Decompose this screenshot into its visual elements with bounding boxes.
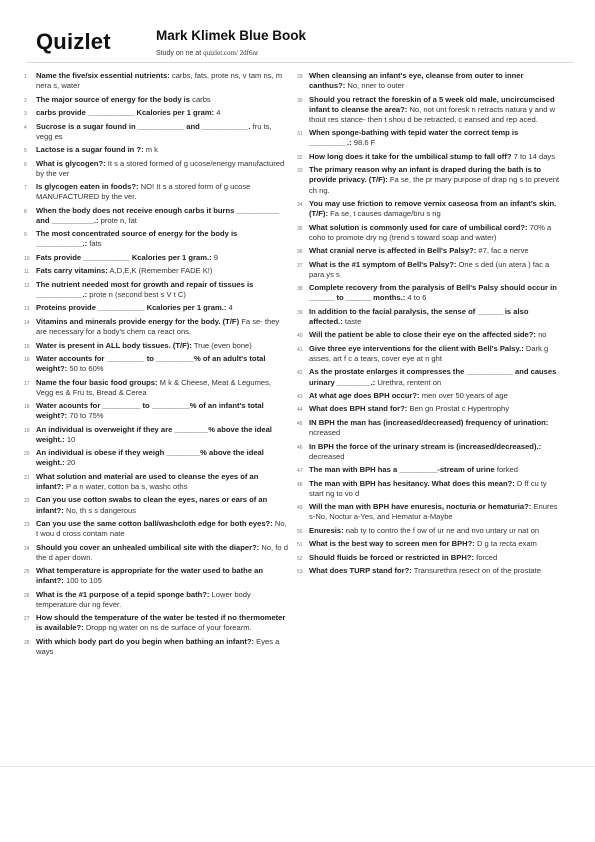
question-text: What is the best way to screen men for BPH?: — [309, 539, 475, 549]
item-number: 1 — [24, 74, 27, 80]
question-text: Is glycogen eaten in foods?: — [36, 182, 139, 192]
answer-text: 98.6 F — [353, 138, 376, 148]
study-online-line — [156, 49, 258, 57]
answer-text: 70% a coho to promote dry ng (trend s toward soap and water) — [309, 222, 552, 242]
question-text: Can you use cotton swabs to clean the eyes, nares or ears of an infant?: — [36, 495, 268, 515]
answer-text: Enures s-No, Noctur a-Yes, and Hematur a-Maybe — [309, 502, 558, 522]
flashcard-item — [24, 566, 288, 586]
page-header — [26, 22, 574, 63]
flashcard-item — [297, 223, 561, 243]
answer-text: True (even bone) — [193, 340, 252, 350]
item-number: 14 — [24, 319, 30, 326]
item-number: 47 — [297, 468, 303, 475]
question-text: The most concentrated source of energy for the body is ___________.: — [36, 229, 238, 249]
flashcard-item — [24, 71, 288, 91]
item-number: 3 — [24, 111, 27, 118]
question-text: When sponge-bathing with tepid water the correct temp is _________.: — [309, 128, 519, 148]
question-text: Will the man with BPH have enuresis, nocturia or hematuria?: — [309, 502, 532, 512]
flashcard-item — [297, 344, 561, 364]
item-number: 51 — [297, 542, 303, 549]
flashcard-item — [297, 95, 561, 125]
item-number: 7 — [24, 185, 27, 192]
item-number: 35 — [297, 225, 303, 232]
flashcard-item — [24, 590, 288, 610]
item-number: 11 — [24, 269, 30, 276]
question-text: What does TURP stand for?: — [309, 566, 412, 576]
question-text: What is glycogen?: — [36, 158, 106, 168]
question-text: The primary reason why an infant is draped during the bath is to provide privacy. (T/F): — [309, 165, 542, 185]
question-text: The man with BPH has hesitancy. What does this mean?: — [309, 478, 515, 488]
flashcard-item — [297, 479, 561, 499]
flashcard-item — [24, 159, 288, 179]
question-text: Enuresis: — [309, 525, 344, 535]
item-number: 19 — [24, 427, 30, 434]
question-text: Name the four basic food groups: — [36, 377, 158, 387]
question-text: Should fluids be forced or restricted in BPH?: — [309, 552, 474, 562]
question-text: What is the #1 purpose of a tepid sponge bath?: — [36, 589, 210, 599]
item-number: 46 — [297, 444, 303, 451]
flashcard-item — [24, 341, 288, 351]
question-text: What does BPH stand for?: — [309, 404, 408, 414]
question-text: You may use friction to remove vernix caseosa from an infant's skin. (T/F): — [309, 198, 557, 219]
flashcard-item — [24, 122, 288, 142]
item-number: 23 — [24, 522, 30, 529]
item-number: 33 — [297, 168, 303, 175]
question-text: What cranial nerve is affected in Bell's Palsy?: — [309, 246, 477, 256]
answer-text: One s ded (un atera ) fac a para ys s — [309, 259, 550, 279]
flashcard-item — [24, 317, 288, 337]
item-number: 22 — [24, 498, 30, 505]
item-number: 12 — [24, 282, 30, 289]
answer-text: No, not unt foresk n retracts natura y and w thout res stance- then t shou d be retracted, c eansed and rep aced. — [309, 104, 556, 124]
flashcard-item — [297, 418, 561, 438]
question-text: Sucrose is a sugar found in ___________ and ___________. — [36, 121, 251, 131]
item-number: 28 — [24, 639, 30, 646]
flashcard-item — [297, 128, 561, 148]
answer-text: carbs — [192, 94, 211, 104]
answer-text: 20 — [66, 458, 76, 468]
answer-text: No, t wou d cross contam nate — [36, 519, 287, 539]
flashcard-item — [24, 108, 288, 118]
question-text: The major source of energy for the body is — [36, 94, 191, 104]
answer-text: Fa se, the pr mary purpose of drap ng s to prevent ch ng. — [309, 175, 560, 195]
answer-text: Ben gn Prostat c Hypertrophy — [409, 404, 510, 414]
question-text: carbs provide ___________ Kcalories per 1 gram: — [36, 108, 215, 118]
answer-text: no — [538, 330, 547, 340]
item-number: 25 — [24, 569, 30, 576]
item-number: 20 — [24, 451, 30, 458]
item-number: 42 — [297, 370, 303, 377]
flashcard-item — [24, 280, 288, 300]
item-number: 31 — [297, 131, 303, 138]
question-text: In BPH the force of the urinary stream is (increased/decreased).: — [309, 441, 542, 451]
item-number: 21 — [24, 474, 30, 481]
answer-text: No, th s s dangerous — [65, 505, 137, 515]
question-text: Fats carry vitamins: — [36, 266, 108, 276]
flashcard-item — [24, 354, 288, 374]
item-number: 32 — [297, 154, 303, 161]
answer-text: 100 to 105 — [65, 576, 102, 586]
item-number: 26 — [24, 592, 30, 599]
flashcard-item — [297, 502, 561, 522]
answer-text: men over 50 years of age — [421, 391, 508, 400]
answer-text: fats — [89, 239, 102, 249]
answer-text: taste — [344, 316, 362, 326]
item-number: 44 — [297, 407, 303, 414]
answer-text: prote n (second best s V t C) — [89, 289, 186, 299]
question-text: The nutrient needed most for growth and repair of tissues is ___________.: — [36, 279, 254, 299]
question-text: When the body does not receive enough carbs it burns __________ and __________.: — [36, 205, 279, 225]
answer-text: prote n, fat — [100, 215, 137, 225]
question-text: Name the five/six essential nutrients: — [36, 71, 170, 80]
question-text: IN BPH the man has (increased/decreased) frequency of urination: — [309, 417, 549, 427]
item-number: 37 — [297, 262, 303, 269]
flashcard-item — [297, 199, 561, 219]
question-text: Can you use the same cotton ball/washcloth edge for both eyes?: — [36, 519, 273, 529]
flashcard-item — [297, 246, 561, 256]
flashcard-item — [297, 307, 561, 327]
flashcard-item — [24, 401, 288, 421]
question-text: What is the #1 symptom of Bell's Palsy?: — [309, 259, 457, 269]
flashcard-item — [24, 253, 288, 263]
answer-text: Transurethra resect on of the prostate — [413, 566, 541, 576]
answer-text: Eyes a ways — [36, 636, 280, 657]
answer-text: No, fo d the d aper down. — [36, 542, 288, 562]
flashcard-item — [24, 613, 288, 633]
answer-text: No, nner to outer — [347, 81, 405, 91]
flashcard-item — [24, 425, 288, 445]
item-number: 10 — [24, 255, 30, 262]
flashcard-item — [297, 465, 561, 475]
answer-text: D g ta recta exam — [476, 539, 537, 549]
flashcard-item — [24, 145, 288, 155]
question-text: At what age does BPH occur?: — [309, 391, 420, 400]
question-text: The man with BPH has a _________-stream of urine — [309, 465, 495, 475]
answer-text: Dropp ng water on ns de surface of your forearm. — [85, 623, 252, 633]
flashcard-item — [24, 495, 288, 515]
left-column — [24, 71, 288, 661]
item-number: 43 — [297, 394, 303, 400]
flashcard-item — [297, 442, 561, 462]
item-number: 24 — [24, 545, 30, 552]
question-text: An individual is obese if they weigh ________% above the ideal weight.: — [36, 448, 264, 468]
item-number: 5 — [24, 148, 27, 155]
item-number: 30 — [297, 97, 303, 104]
question-text: Give three eye interventions for the client with Bell's Palsy.: — [309, 343, 524, 353]
answer-text: D ff cu ty start ng to vo d — [309, 478, 547, 498]
flashcard-item — [297, 165, 561, 195]
answer-text: #7, fac a nerve — [478, 246, 529, 256]
item-number: 9 — [24, 232, 27, 239]
question-text: With which body part do you begin when bathing an infant?: — [36, 636, 255, 646]
question-text: Vitamins and minerals provide energy for the body. (T/F) — [36, 316, 240, 326]
question-text: An individual is overweight if they are ________% above the ideal weight.: — [36, 424, 272, 444]
flashcard-item — [297, 526, 561, 536]
set-title: Mark Klimek Blue Book — [156, 28, 307, 43]
answer-text: ncreased — [309, 428, 341, 438]
question-text: What temperature is appropriate for the water used to bathe an infant?: — [36, 566, 264, 586]
answer-text: 10 — [66, 434, 76, 444]
answer-text: M k & Cheese, Meat & Legumes, Vegg es & Fru ts, Bread & Cerea — [36, 377, 272, 397]
question-text: As the prostate enlarges it compresses the ___________ and causes urinary ________.: — [309, 367, 557, 387]
flashcard-item — [24, 472, 288, 492]
flashcard-item — [297, 553, 561, 563]
flashcard-item — [24, 637, 288, 657]
flashcard-item — [24, 206, 288, 226]
question-text: Proteins provide ___________ Kcalories per 1 gram.: — [36, 303, 227, 313]
flashcard-item — [297, 330, 561, 340]
flashcard-item — [297, 283, 561, 303]
item-number: 52 — [297, 555, 303, 562]
answer-text: P a n water, cotton ba s, washc oths — [65, 482, 188, 491]
item-number: 40 — [297, 333, 303, 340]
quizlet-logo: Quizlet — [36, 29, 111, 54]
answer-text: 9 — [213, 252, 218, 262]
flashcard-item — [24, 229, 288, 249]
flashcard-item — [297, 391, 561, 401]
page-bottom-divider — [0, 766, 595, 767]
flashcard-item — [24, 182, 288, 202]
flashcard-item — [297, 566, 561, 576]
item-number: 15 — [24, 343, 30, 350]
item-number: 27 — [24, 616, 30, 623]
item-number: 18 — [24, 404, 30, 411]
flashcard-item — [297, 71, 561, 91]
item-number: 17 — [24, 380, 30, 387]
item-number: 4 — [24, 124, 27, 131]
answer-text: nab ty to contro the f ow of ur ne and nvo untary ur nat on — [345, 525, 540, 535]
question-text: What solution is commonly used for care of umbilical cord?: — [309, 222, 528, 232]
question-text: In addition to the facial paralysis, the sense of ______ is also affected.: — [309, 306, 529, 326]
item-number: 38 — [297, 286, 303, 293]
answer-text: decreased — [309, 451, 345, 461]
study-prefix: Study on ne at — [156, 50, 204, 57]
answer-text: Fa se- they are necessary for a body's chem ca react ons. — [36, 316, 280, 337]
question-text: Should you retract the foreskin of a 5 week old male, uncircumcised infant to cleanse the area?: — [309, 94, 555, 114]
question-text: What solution and material are used to cleanse the eyes of an infant?: — [36, 471, 259, 491]
answer-text: carbs, fats, prote ns, v tam ns, m nera s, water — [36, 71, 283, 91]
answer-text: 4 — [228, 303, 233, 313]
answer-text: forced — [476, 552, 498, 562]
flashcard-item — [24, 448, 288, 468]
flashcard-item — [24, 378, 288, 398]
study-url: quizlet.com/ 2df6nr — [203, 49, 259, 57]
answer-text: Dark g asses, art f c a tears, cover eye at n ght — [309, 343, 549, 363]
question-text: Water is present in ALL body tissues. (T/F): — [36, 340, 192, 350]
question-text: Will the patient be able to close their eye on the affected side?: — [309, 330, 536, 340]
answer-text: 50 to 60% — [69, 364, 104, 374]
question-text: Lactose is a sugar found in ?: — [36, 145, 144, 155]
flashcard-item — [297, 260, 561, 280]
question-text: Water acounts for _________ to _________% of an infant's total weight?: — [36, 401, 264, 421]
flashcard-item — [297, 367, 561, 387]
question-text: How should the temperature of the water be tested if no thermometer is available?: — [36, 613, 286, 633]
answer-text: Urethra, rentent on — [377, 377, 442, 387]
item-number: 36 — [297, 249, 303, 256]
item-number: 45 — [297, 420, 303, 427]
item-number: 6 — [24, 161, 27, 168]
flashcard-item — [297, 152, 561, 162]
answer-text: It s a stored formed of g ucose/energy manufactured by the ver — [36, 158, 285, 178]
answer-text: m k — [145, 145, 158, 155]
right-column — [297, 71, 561, 580]
answer-text: A,D,E,K (Remember FADE K!) — [109, 266, 213, 276]
flashcard-item — [297, 539, 561, 549]
answer-text: Lower body temperature dur ng fever. — [36, 589, 251, 609]
item-number: 16 — [24, 357, 30, 364]
answer-text: 4 to 6 — [407, 293, 427, 303]
item-number: 8 — [24, 208, 27, 215]
question-text: When cleansing an infant's eye, cleanse from outer to inner canthus?: — [309, 71, 524, 91]
answer-text: 7 to 14 days — [513, 151, 556, 161]
item-number: 53 — [297, 569, 303, 576]
question-text: How long does it take for the umbilical stump to fall off? — [309, 151, 512, 161]
item-number: 48 — [297, 481, 303, 488]
flashcard-item — [24, 95, 288, 105]
item-number: 50 — [297, 528, 303, 535]
answer-text: fru ts, vegg es — [36, 121, 272, 141]
question-text: Fats provide ___________ Kcalories per 1 gram.: — [36, 252, 212, 262]
flashcard-item — [297, 404, 561, 414]
item-number: 29 — [297, 74, 303, 80]
item-number: 2 — [24, 97, 27, 104]
question-text: Complete recovery from the paralysis of Bell's Palsy should occur in ______ to ______ months.: — [309, 283, 557, 303]
flashcard-item — [24, 266, 288, 276]
item-number: 34 — [297, 201, 303, 208]
answer-text: 70 to 75% — [69, 411, 104, 421]
answer-text: forked — [496, 465, 518, 475]
answer-text: Fa se, t causes damage/bru s ng — [330, 209, 441, 219]
item-number: 49 — [297, 505, 303, 512]
answer-text: 4 — [216, 108, 221, 118]
question-text: Should you cover an unhealed umbilical site with the diaper?: — [36, 542, 260, 552]
flashcard-item — [24, 519, 288, 539]
answer-text: NO! It s a stored form of g ucose MANUFACTURED by the ver. — [36, 182, 251, 202]
item-number: 13 — [24, 306, 30, 313]
item-number: 39 — [297, 309, 303, 316]
item-number: 41 — [297, 346, 303, 353]
flashcard-item — [24, 543, 288, 563]
flashcard-item — [24, 303, 288, 313]
question-text: Water accounts for _________ to _________% of an adult's total weight?: — [36, 354, 266, 374]
